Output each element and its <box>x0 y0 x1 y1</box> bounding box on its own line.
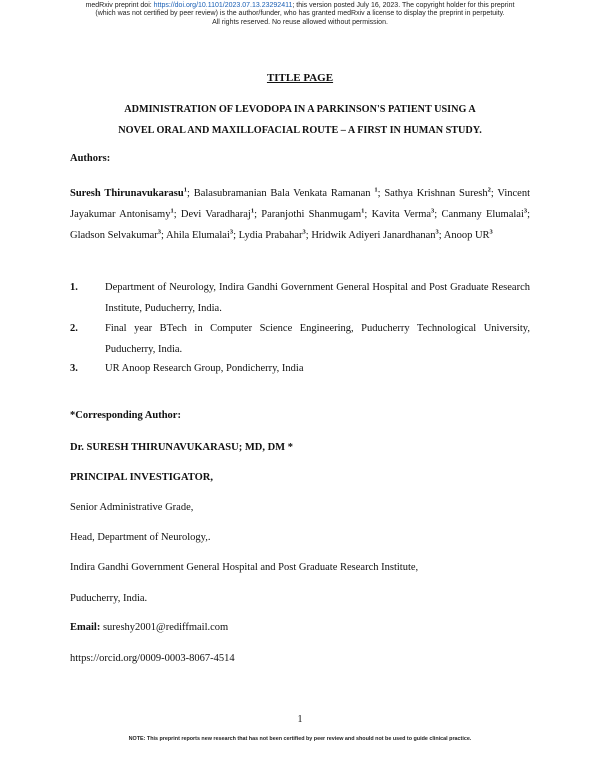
author-name: Suresh Thirunavukarasu <box>70 188 184 199</box>
affiliation-3 <box>70 358 530 379</box>
paper-title-line-1: ADMINISTRATION OF LEVODOPA IN A PARKINSON'S PATIENT USING A <box>124 104 476 115</box>
author-name: Paranjothi Shanmugam <box>261 209 362 220</box>
author-affiliation-marker: 2 <box>487 186 491 194</box>
author-separator: ; <box>527 209 531 220</box>
author-separator: ; <box>186 188 194 199</box>
affiliation-number: 1. <box>70 282 78 293</box>
author-affiliation-marker: 3 <box>489 228 493 236</box>
author-affiliation-marker: 3 <box>157 228 162 236</box>
author-affiliation-marker: 1 <box>250 207 255 215</box>
author-name: Canmany Elumalai <box>441 209 524 220</box>
author-affiliation-marker: 1 <box>183 186 187 194</box>
author-name: Sathya Krishnan Suresh <box>384 188 488 199</box>
email-value[interactable]: sureshy2001@rediffmail.com <box>100 622 229 633</box>
author-department: Head, Department of Neurology,. <box>70 532 211 543</box>
header-line-3: All rights reserved. No reuse allowed without permission. <box>212 18 388 26</box>
paper-title <box>70 99 530 141</box>
author-name: Hridwik Adiyeri Janardhanan <box>311 230 436 241</box>
author-list <box>70 183 530 246</box>
orcid-link[interactable]: https://orcid.org/0009-0003-8067-4514 <box>70 653 235 664</box>
corresponding-author-name: Dr. SURESH THIRUNAVUKARASU; MD, DM * <box>70 442 293 453</box>
author-role: PRINCIPAL INVESTIGATOR, <box>70 472 213 483</box>
author-affiliation-marker: 1 <box>361 207 365 215</box>
preprint-header <box>0 2 600 27</box>
affiliation-text: Final year BTech in Computer Science Engineering, Puducherry Technological University, Puducherry, India. <box>105 323 530 355</box>
author-separator: ; <box>434 209 442 220</box>
author-name: Devi Varadharaj <box>180 209 251 220</box>
author-separator: ; <box>173 209 181 220</box>
author-city: Puducherry, India. <box>70 593 148 604</box>
author-institute: Indira Gandhi Government General Hospital and Post Graduate Research Institute, <box>70 562 419 573</box>
author-separator: ; <box>305 230 312 241</box>
email-label: Email: <box>70 622 101 633</box>
author-affiliation-marker: 1 <box>374 186 378 194</box>
author-grade: Senior Administrative Grade, <box>70 502 194 513</box>
author-name: Kavita Verma <box>371 209 432 220</box>
author-separator: ; <box>254 209 262 220</box>
author-separator: ; <box>233 230 239 241</box>
preprint-footer-note: NOTE: This preprint reports new research that has not been certified by peer review and should not be used to guide clinical practice. <box>128 736 472 742</box>
affiliation-2 <box>70 318 530 360</box>
author-separator: ; <box>490 188 498 199</box>
author-name: Anoop UR <box>443 230 490 241</box>
header-line-1: medRxiv preprint doi: https://doi.org/10.1101/2023.07.13.23292411; this version posted July 16, 2023. The copyright holder for this preprint <box>85 2 515 9</box>
header-line-2: (which was not certified by peer review) is the author/funder, who has granted medRxiv a license to display the preprint in perpetuity. <box>95 10 505 18</box>
affiliation-number: 2. <box>70 323 78 334</box>
author-name: Vincent Jayakumar Antonisamy <box>70 188 531 220</box>
paper-title-line-2: NOVEL ORAL AND MAXILLOFACIAL ROUTE – A FIRST IN HUMAN STUDY. <box>118 125 482 136</box>
author-name: Ahila Elumalai <box>166 230 230 241</box>
affiliation-number: 3. <box>70 363 78 374</box>
affiliation-text: Department of Neurology, Indira Gandhi Government General Hospital and Post Graduate Research Institute, Puducherry, India. <box>105 282 530 314</box>
author-separator: ; <box>364 209 372 220</box>
author-affiliation-marker: 3 <box>435 228 439 236</box>
author-affiliation-marker: 1 <box>170 207 174 215</box>
author-affiliation-marker: 3 <box>302 228 306 236</box>
email-line <box>70 622 228 633</box>
affiliation-text: UR Anoop Research Group, Pondicherry, India <box>105 363 304 374</box>
title-page-label: TITLE PAGE <box>266 72 334 84</box>
doi-link[interactable]: https://doi.org/10.1101/2023.07.13.23292411 <box>153 2 293 9</box>
corresponding-author-heading: *Corresponding Author: <box>70 410 181 421</box>
author-name: Balasubramanian Bala Venkata Ramanan <box>193 188 375 199</box>
author-separator: ; <box>438 230 444 241</box>
author-name: Lydia Prabahar <box>238 230 303 241</box>
page-number: 1 <box>297 714 303 725</box>
authors-heading: Authors: <box>70 153 111 164</box>
author-affiliation-marker: 3 <box>431 207 435 215</box>
author-affiliation-marker: 3 <box>229 228 234 236</box>
author-separator: ; <box>377 188 385 199</box>
affiliation-1 <box>70 277 530 319</box>
author-name: Gladson Selvakumar <box>70 230 158 241</box>
author-affiliation-marker: 3 <box>523 207 528 215</box>
author-separator: ; <box>161 230 166 241</box>
